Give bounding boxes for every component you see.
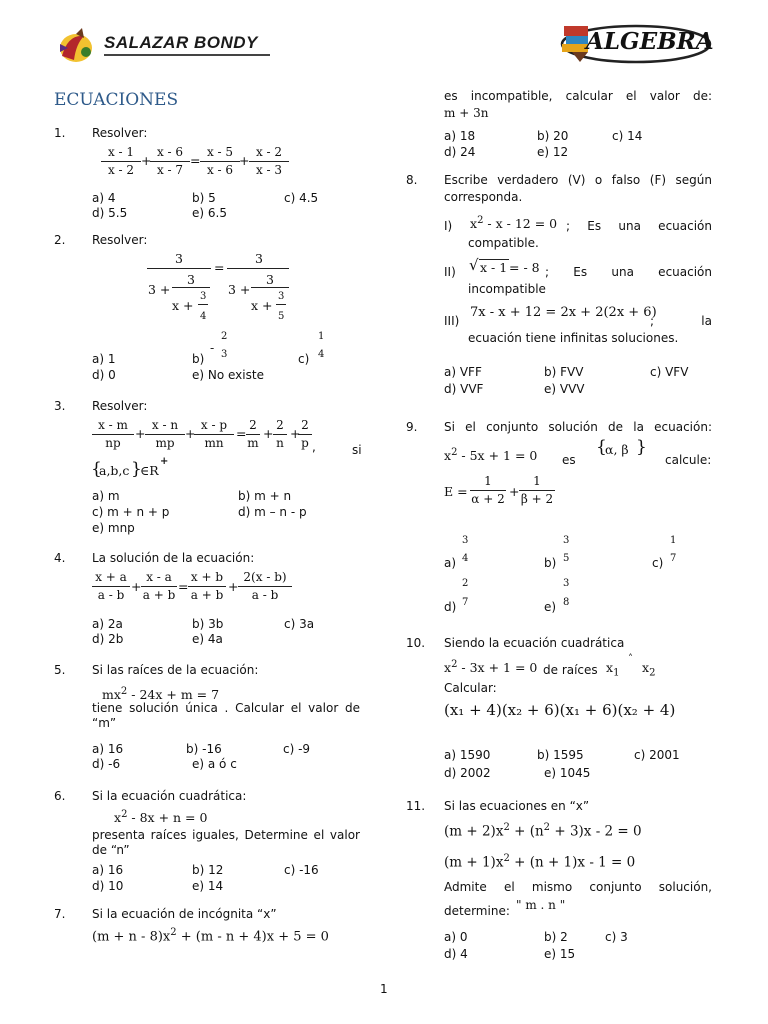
- numerator: 2: [221, 331, 228, 342]
- problem-number: 9.: [406, 420, 418, 434]
- option: b) 12: [192, 863, 224, 877]
- denominator: 4: [200, 311, 207, 322]
- option: c) 3a: [284, 617, 315, 631]
- text: de raíces: [543, 663, 598, 677]
- option: b) -16: [186, 742, 222, 756]
- option: a) 0: [444, 930, 468, 944]
- radical-icon: √: [469, 256, 479, 274]
- option: d) 10: [92, 879, 124, 893]
- root-2: $x_2$: [642, 660, 656, 679]
- option: a) VFF: [444, 365, 482, 379]
- problem-text: corresponda.: [444, 190, 523, 204]
- option: d) 24: [444, 145, 476, 159]
- fraction: $\frac{2}{m}$: [247, 418, 259, 450]
- item-text: incompatible: [468, 282, 546, 296]
- equation: $(m + 2)x^2 + (n^2 + 3)x - 2 = 0$: [444, 822, 642, 840]
- text: calcule:: [665, 453, 712, 467]
- operator: +: [228, 579, 239, 594]
- operator: +: [185, 426, 196, 441]
- fraction: $\frac{x - 2}{x - 3}$: [249, 145, 289, 178]
- item-label: I): [444, 219, 453, 233]
- fraction: $\frac{x - a}{a + b}$: [142, 570, 176, 602]
- set: a,b,c: [99, 463, 130, 478]
- fraction: $\frac{2(x - b)}{a - b}$: [238, 570, 292, 603]
- radicand: x - 1: [480, 260, 508, 275]
- fraction-bar: [198, 304, 208, 305]
- operator: =: [214, 260, 225, 275]
- numerator: 3: [187, 272, 195, 287]
- item-text: compatible.: [468, 236, 539, 250]
- option: b) FVV: [544, 365, 584, 379]
- fraction: $\frac{x - m}{np}$: [92, 418, 134, 451]
- problem-number: 7.: [54, 907, 66, 921]
- fraction: $\frac{1}{\beta + 2}$: [520, 474, 554, 506]
- option: d) 2b: [92, 632, 124, 646]
- set-membership: ∈R: [140, 463, 159, 478]
- item-text: ecuación tiene infinitas soluciones.: [468, 331, 679, 345]
- comma: ,: [312, 440, 316, 454]
- option: b) 1595: [537, 748, 584, 762]
- option: d): [444, 600, 457, 614]
- brace: {: [91, 459, 102, 479]
- root-1: $x_1$: [606, 660, 620, 679]
- problem-text: Resolver:: [92, 126, 148, 140]
- numerator: 2: [462, 578, 469, 589]
- option: a) 4: [92, 191, 116, 205]
- numerator: 3: [175, 251, 183, 266]
- option: e) 6.5: [192, 206, 227, 220]
- option: d) 0: [92, 368, 116, 382]
- equation: $x^2 - 5x + 1 = 0$: [444, 447, 538, 464]
- problem-text: Si el conjunto solución de la ecuación:: [444, 420, 712, 434]
- fraction-bar: [227, 268, 289, 269]
- option: b) 5: [192, 191, 216, 205]
- problem-number: 1.: [54, 126, 66, 140]
- operator: +: [509, 484, 520, 499]
- operator: +: [263, 426, 274, 441]
- option: c) 4.5: [284, 191, 319, 205]
- problem-text: Escribe verdadero (V) o falso (F) según: [444, 173, 712, 187]
- problem-text: Si la ecuación de incógnita “x”: [92, 907, 277, 921]
- expression: m + 3n: [444, 106, 489, 120]
- page-number: 1: [380, 982, 388, 996]
- option: e) 12: [537, 145, 569, 159]
- option: b) 3b: [192, 617, 224, 631]
- option: c) 14: [612, 129, 643, 143]
- option: a) 2a: [92, 617, 123, 631]
- numerator: 3: [563, 578, 570, 589]
- numerator: 1: [670, 535, 677, 546]
- problem-text: determine:: [444, 904, 510, 918]
- option: d) 5.5: [92, 206, 128, 220]
- problem-text: tiene solución única . Calcular el valor de: [92, 701, 360, 715]
- option: d) m – n - p: [238, 505, 307, 519]
- fraction-bar: [251, 287, 289, 288]
- fraction: $\frac{x - 6}{x - 7}$: [150, 145, 190, 178]
- option: c) VFV: [650, 365, 689, 379]
- expression: " m . n ": [516, 898, 566, 912]
- denominator: 5: [278, 311, 285, 322]
- option: a) 1: [92, 352, 116, 366]
- option: c) 2001: [634, 748, 680, 762]
- equation: 7x - x + 12 = 2x + 2(2x + 6): [470, 305, 657, 320]
- option: a) 1590: [444, 748, 491, 762]
- option: e) 14: [192, 879, 224, 893]
- problem-text: “m”: [92, 716, 117, 730]
- fraction: $\frac{x + b}{a + b}$: [188, 570, 226, 603]
- problem-text: Siendo la ecuación cuadrática: [444, 636, 625, 650]
- problem-number: 2.: [54, 233, 66, 247]
- term: 3 +: [148, 282, 171, 297]
- numerator: 1: [318, 331, 325, 342]
- equation: $(m + n - 8)x^2 + (m - n + 4)x + 5 = 0$: [92, 927, 329, 945]
- problem-text: Si las ecuaciones en “x”: [444, 799, 590, 813]
- brand-underline: [104, 54, 270, 56]
- option: e) VVV: [544, 382, 585, 396]
- numerator: 3: [563, 535, 570, 546]
- equation: = - 8: [509, 260, 540, 275]
- item-text: ; Es una ecuación: [545, 265, 712, 279]
- problem-text: La solución de la ecuación:: [92, 551, 255, 565]
- option: c) 3: [605, 930, 628, 944]
- option: e): [544, 600, 557, 614]
- option: a) m: [92, 489, 120, 503]
- operator: +: [141, 153, 152, 168]
- option: a): [444, 556, 457, 570]
- item-text: ; Es una ecuación: [566, 219, 712, 233]
- option: a) 16: [92, 863, 124, 877]
- option: d) VVF: [444, 382, 484, 396]
- brand-right: ALGEBRA: [586, 28, 714, 55]
- problem-number: 8.: [406, 173, 418, 187]
- expression-label: E =: [444, 484, 468, 499]
- brace: }: [131, 459, 142, 479]
- term: 3 +: [228, 282, 251, 297]
- item-text: ; la: [650, 314, 712, 328]
- fraction: $\frac{x - p}{mn}$: [194, 418, 234, 451]
- denominator: 7: [670, 553, 677, 564]
- operator: +: [290, 426, 301, 441]
- operator: +: [135, 426, 146, 441]
- option: c) m + n + p: [92, 505, 170, 519]
- term: x +: [251, 298, 273, 313]
- problem-text: es incompatible, calcular el valor de:: [444, 89, 712, 103]
- option: c) -16: [284, 863, 319, 877]
- fraction: $\frac{2}{p}$: [298, 418, 312, 451]
- school-logo-icon: [54, 26, 98, 66]
- numerator: 3: [200, 291, 207, 302]
- operator: =: [178, 579, 189, 594]
- text: si: [352, 443, 362, 457]
- option: e) mnp: [92, 521, 135, 535]
- expression: (x₁ + 4)(x₂ + 6)(x₁ + 6)(x₂ + 4): [444, 701, 676, 719]
- problem-text: Si las raíces de la ecuación:: [92, 663, 259, 677]
- fraction: $\frac{2}{n}$: [273, 418, 287, 451]
- option: c) -9: [283, 742, 311, 756]
- denominator: 4: [318, 349, 325, 360]
- operator: =: [236, 426, 247, 441]
- option: b): [544, 556, 557, 570]
- problem-text: presenta raíces iguales, Determine el valor: [92, 828, 360, 842]
- numerator: 3: [266, 272, 274, 287]
- option: a) 18: [444, 129, 476, 143]
- problem-number: 3.: [54, 399, 66, 413]
- fraction: $\frac{1}{\alpha + 2}$: [471, 474, 505, 506]
- equation: $mx^2 - 24x + m = 7$: [102, 686, 220, 703]
- denominator: 5: [563, 553, 570, 564]
- problem-text: Si la ecuación cuadrática:: [92, 789, 247, 803]
- brand-left: SALAZAR BONDY: [104, 33, 258, 52]
- option: d) -6: [92, 757, 121, 771]
- option: e) 15: [544, 947, 576, 961]
- option: d) 2002: [444, 766, 491, 780]
- problem-text: de “n”: [92, 843, 130, 857]
- operator: +: [239, 153, 250, 168]
- option: b) m + n: [238, 489, 292, 503]
- numerator: 3: [278, 291, 285, 302]
- fraction: $\frac{x - 5}{x - 6}$: [200, 145, 240, 178]
- item-label: III): [444, 314, 460, 328]
- problem-number: 10.: [406, 636, 426, 650]
- denominator: 8: [563, 597, 570, 608]
- option: e) 4a: [192, 632, 223, 646]
- option: e) a ó c: [192, 757, 237, 771]
- numerator: 3: [255, 251, 263, 266]
- fraction: $\frac{x - n}{mp}$: [145, 418, 185, 451]
- problem-text: Resolver:: [92, 399, 148, 413]
- option: b) 2: [544, 930, 568, 944]
- problem-number: 6.: [54, 789, 66, 803]
- fraction: $\frac{x - 1}{x - 2}$: [101, 145, 141, 178]
- numerator: 3: [462, 535, 469, 546]
- equation: $x^2 - 8x + n = 0$: [114, 809, 208, 826]
- brace: {: [596, 437, 607, 457]
- fraction-bar: [172, 287, 210, 288]
- problem-text: Resolver:: [92, 233, 148, 247]
- logical-and: ˄: [628, 654, 633, 665]
- equation: $x^2 - 3x + 1 = 0$: [444, 659, 538, 676]
- term: x +: [172, 298, 194, 313]
- brace: }: [636, 437, 647, 457]
- option: c): [652, 556, 664, 570]
- option: c): [298, 352, 310, 366]
- problem-number: 5.: [54, 663, 66, 677]
- problem-number: 4.: [54, 551, 66, 565]
- fraction-bar: [276, 304, 286, 305]
- text: es: [562, 453, 576, 467]
- problem-text: Admite el mismo conjunto solución,: [444, 880, 712, 894]
- option: e) 1045: [544, 766, 591, 780]
- operator: =: [190, 153, 201, 168]
- problem-number: 11.: [406, 799, 426, 813]
- option: e) No existe: [192, 368, 264, 382]
- option: b): [192, 352, 205, 366]
- option: a) 16: [92, 742, 124, 756]
- option: b) 20: [537, 129, 569, 143]
- page-title: ECUACIONES: [54, 90, 179, 110]
- denominator: 4: [462, 553, 469, 564]
- operator: +: [131, 579, 142, 594]
- sign: -: [210, 340, 215, 355]
- denominator: 3: [221, 349, 228, 360]
- option: d) 4: [444, 947, 468, 961]
- set: α, β: [605, 442, 629, 457]
- equation: $(m + 1)x^2 + (n + 1)x - 1 = 0$: [444, 853, 636, 871]
- item-label: II): [444, 265, 456, 279]
- denominator: 7: [462, 597, 469, 608]
- equation: $x^2 - x - 12 = 0$: [470, 215, 558, 232]
- superscript: +: [160, 456, 169, 467]
- fraction-bar: [147, 268, 211, 269]
- problem-text: Calcular:: [444, 681, 497, 695]
- fraction: $\frac{x + a}{a - b}$: [92, 570, 130, 603]
